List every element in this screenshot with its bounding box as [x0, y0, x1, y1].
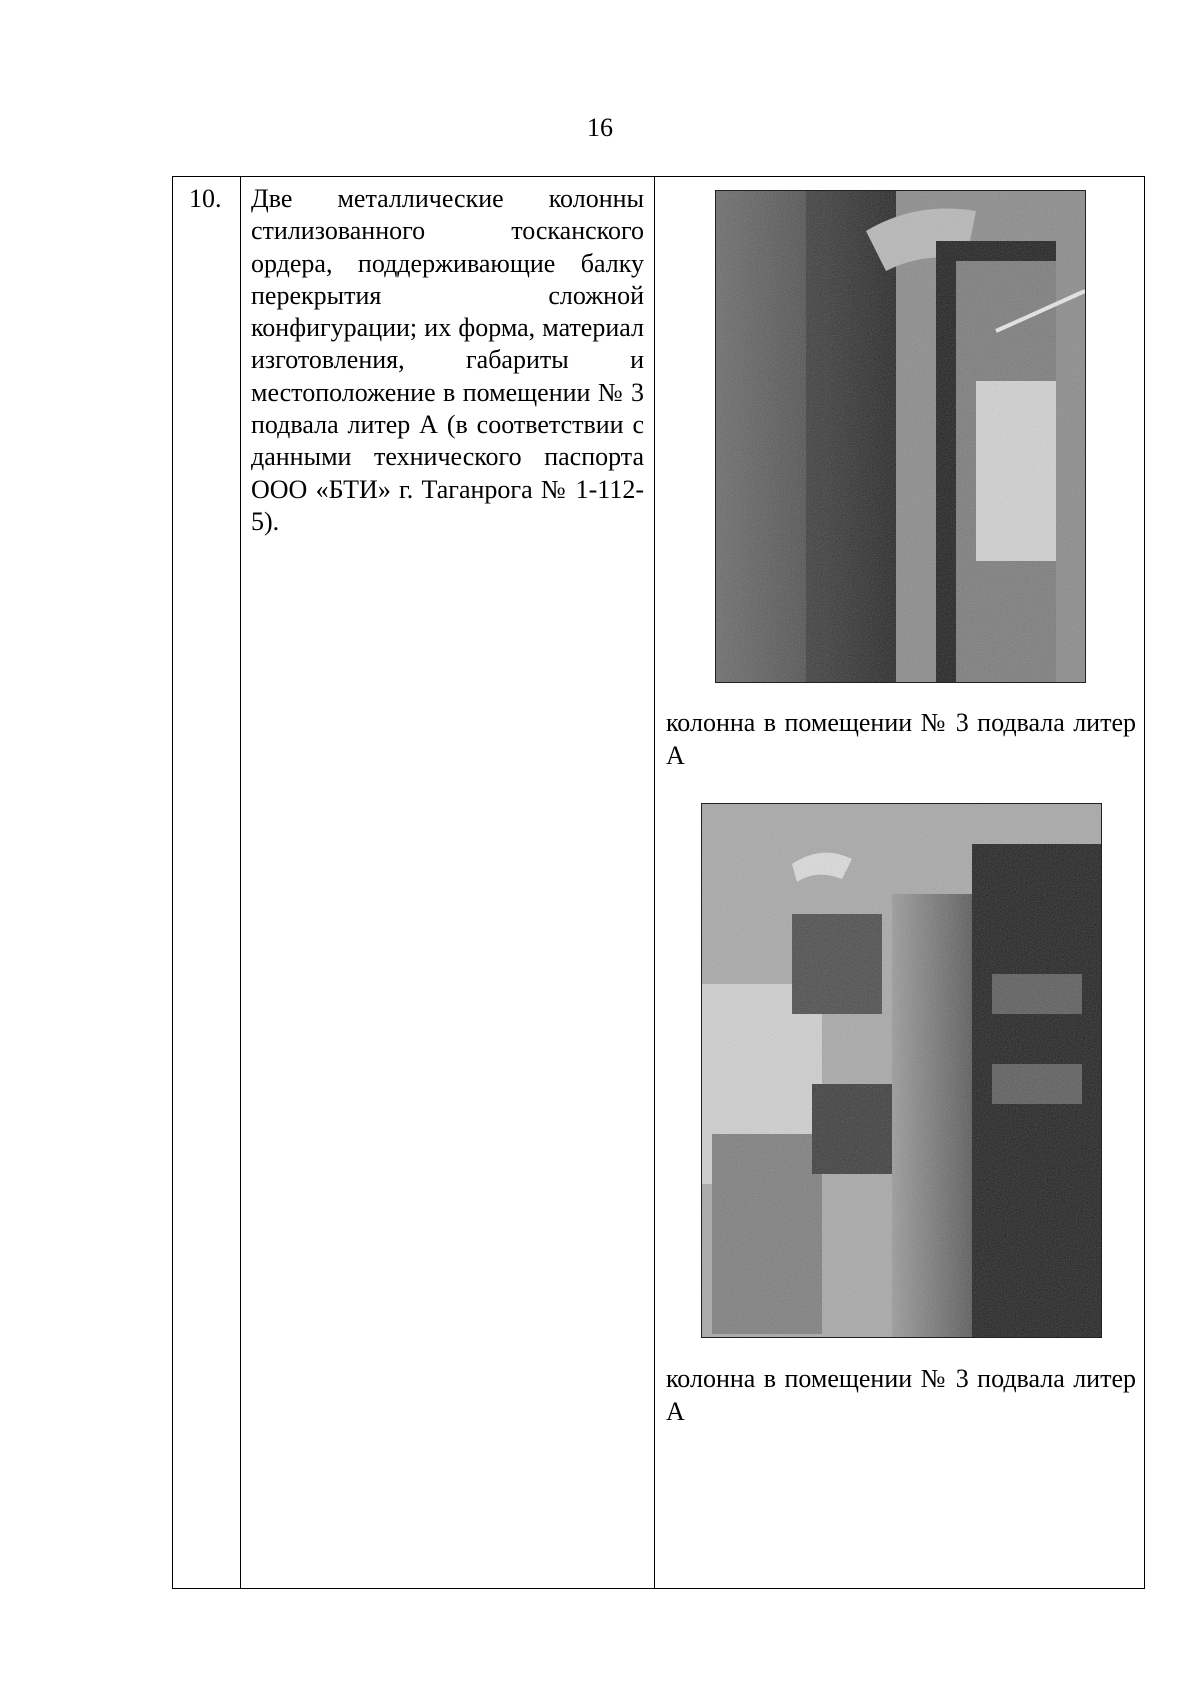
column-photo-2 — [701, 803, 1102, 1338]
photo-caption-1: колонна в помещении № 3 подвала литер А — [666, 708, 1136, 770]
column-photo-1 — [715, 190, 1086, 683]
row-description: Две металлические колонны стилизованного тосканского ордера, поддерживающие балку перекрытия сложной конфигурации; их форма, материал изготовления, габариты и местоположение в помещении № 3 подвала литер А (в соответствии с данными технического паспорта ООО «БТИ» г. Таганрога № 1-112-5). — [251, 184, 644, 536]
photo-caption-2: колонна в помещении № 3 подвала литер А — [666, 1364, 1136, 1426]
column-divider — [240, 177, 241, 1588]
page-number: 16 — [587, 113, 613, 142]
column-divider — [654, 177, 655, 1588]
row-number: 10. — [189, 184, 222, 213]
object-table — [172, 176, 1145, 1589]
